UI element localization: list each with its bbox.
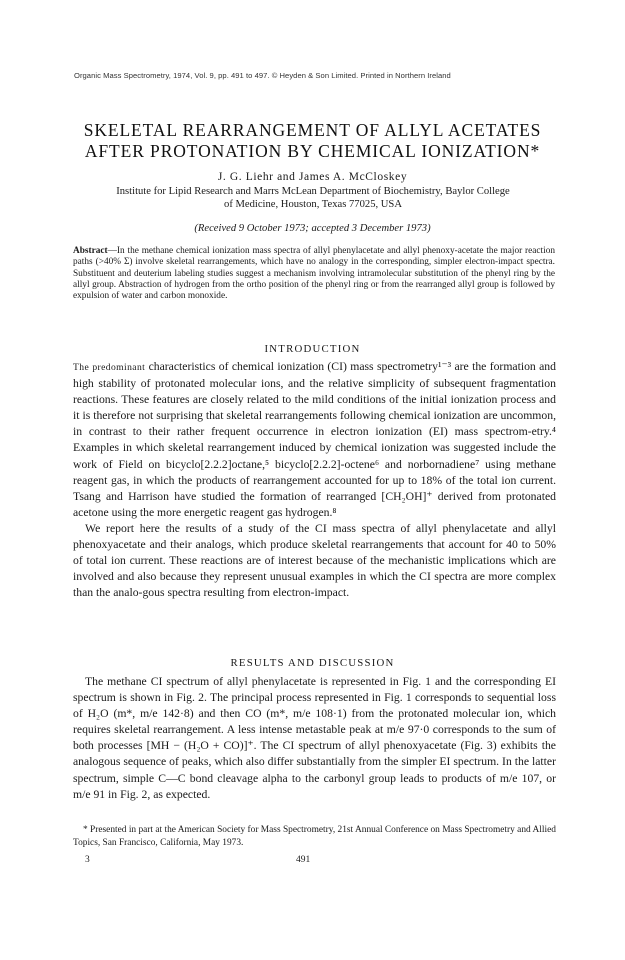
footnote: * Presented in part at the American Society for Mass Spectrometry, 21st Annual Conference on Mass Spectrometry and Allied Topics, San Francisco, California, May 1973. [73,825,556,848]
intro-paragraph-1-text: characteristics of chemical ionization (CI) mass spectrometry¹⁻³ are the formation and high stability of protonated molecular ions, and the relative simplicity of subsequent fragmentation reactions. These features are closely related to the mild conditions of the initial ionization process and it is therefore not surprising that skeletal rearrangements following chemical ionization are uncommon, in contrast to their rather frequent occurrence in electron ionization (EI) mass spectrom-etry.⁴ Examples in which skeletal rearrangement induced by chemical ionization was suggested include the work of Field on bicyclo[2.2.2]octane,⁵ bicyclo[2.2.2]-octene⁶ and norbornadiene⁷ using methane reagent gas, in which the products of rearrangement accounted for up to 18% of the total ion current. Tsang and Harrison have studied the formation of rearranged [CH₂OH]⁺ derived from protonated acetone using the more energetic reagent gas hydrogen.⁸ [73,360,556,519]
abstract [73,246,555,303]
signature-mark: 3 [85,855,90,865]
results-body [73,674,556,803]
page-number: 491 [296,855,311,865]
title-line-1: SKELETAL REARRANGEMENT OF ALLYL ACETATES [83,120,542,140]
affiliation-line-2: of Medicine, Houston, Texas 77025, USA [224,198,402,210]
affiliation [78,186,548,212]
intro-lead-words: The predominant [73,362,146,373]
accepted-date: accepted 3 December 1973) [311,223,431,234]
introduction-body [73,359,556,601]
results-paragraph-1: The methane CI spectrum of allyl phenylacetate is represented in Fig. 1 and the corresponding EI spectrum is shown in Fig. 2. The principal process represented in Fig. 1 corresponds to sequential loss of H₂O (m*, m/e 142·8) and then CO (m*, m/e 108·1) from the protonated molecular ion, which requires skeletal rearrangement. A less intense metastable peak at m/e 97·0 corresponds to the sum of both processes [MH − (H₂O + CO)]⁺. The CI spectrum of allyl phenoxyacetate (Fig. 3) exhibits the analogous sequence of peaks, which also differ substantially from the simpler EI spectrum. In the latter spectrum, simple C—C bond cleavage alpha to the carbonyl group leads to products of m/e 107, or m/e 91 in Fig. 2, as expected. [73,675,556,801]
article-title [40,120,585,162]
title-line-2: AFTER PROTONATION BY CHEMICAL IONIZATION* [84,141,541,161]
section-heading-introduction: INTRODUCTION [264,343,361,355]
abstract-text: —In the methane chemical ionization mass spectra of allyl phenylacetate and allyl phenoxy-acetate the major reaction paths (>40% Σ) involve skeletal rearrangements, which have no analogy in the corresponding, simpler electron-impact spectra. Substituent and deuterium labeling studies suggest a mechanism involving intramolecular substitution of the phenyl ring by the allyl group. Abstraction of hydrogen from the ortho position of the phenyl ring or from the rearranged allyl group is followed by expulsion of water and carbon monoxide. [73,246,555,302]
received-date: (Received 9 October 1973; [194,223,309,234]
intro-paragraph-1 [73,359,556,521]
received-dates [40,223,585,234]
authors: J. G. Liehr and James A. McCloskey [217,171,408,183]
affiliation-line-1: Institute for Lipid Research and Marrs McLean Department of Biochemistry, Baylor College [116,186,510,197]
journal-header: Organic Mass Spectrometry, 1974, Vol. 9, pp. 491 to 497. © Heyden & Son Limited. Printed in Northern Ireland [74,71,451,80]
abstract-label: Abstract [73,246,108,256]
intro-paragraph-2: We report here the results of a study of the CI mass spectra of allyl phenylacetate and allyl phenoxyacetate and their analogs, which produce skeletal rearrangements that account for 40 to 50% of total ion current. These reactions are of interest because of the mechanistic implications which are involved and also because they represent unusual examples in which the CI spectra are more complex than the analo-gous spectra resulting from electron-impact. [73,521,556,600]
section-heading-results: RESULTS AND DISCUSSION [230,657,395,669]
